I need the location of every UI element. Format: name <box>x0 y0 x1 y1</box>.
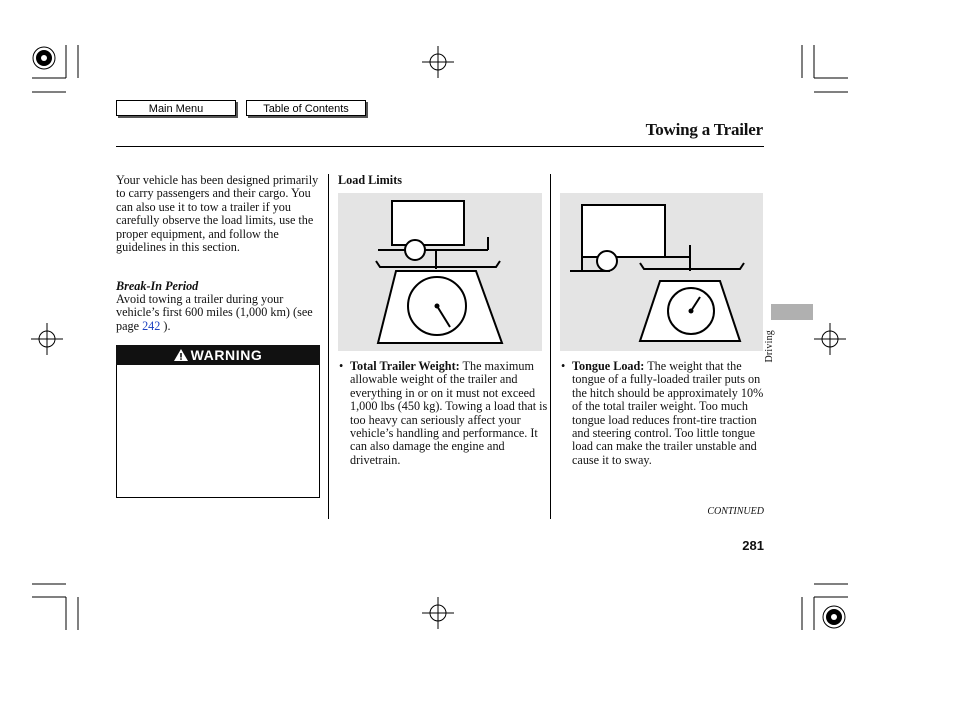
column-divider <box>328 174 329 519</box>
warning-box <box>116 365 320 498</box>
main-menu-button[interactable]: Main Menu <box>116 100 236 116</box>
warning-triangle-icon <box>174 346 188 366</box>
break-in-text: Avoid towing a trailer during your vehicle’s first 600 miles (1,000 km) (see page <box>116 292 313 333</box>
break-in-paragraph <box>116 293 316 333</box>
break-in-heading: Break-In Period <box>116 279 199 293</box>
load-limits-heading: Load Limits <box>338 173 402 187</box>
column-divider <box>550 174 551 519</box>
continued-label: CONTINUED <box>707 506 764 517</box>
total-weight-term: Total Trailer Weight: <box>350 359 460 373</box>
tongue-load-term: Tongue Load: <box>572 359 645 373</box>
warning-header <box>116 345 320 365</box>
intro-paragraph: Your vehicle has been designed primarily to carry passengers and their cargo. You can also use it to tow a trailer if you carefully observe the load limits, use the proper equipment, and follow the guidelines in this section. <box>116 173 319 255</box>
tongue-load-text: The weight that the tongue of a fully-loaded trailer puts on the hitch should be approximately 10% of the total trailer weight. Too much tongue load reduces front-tire traction and steering control. Too little tongue load can make the trailer unstable and cause it to sway. <box>572 359 764 467</box>
page-title: Towing a Trailer <box>645 120 763 139</box>
page-242-link[interactable]: 242 <box>142 318 161 333</box>
table-of-contents-button[interactable]: Table of Contents <box>246 100 366 116</box>
tongue-load-illustration <box>560 193 763 351</box>
total-weight-illustration <box>338 193 542 351</box>
title-rule <box>116 146 764 147</box>
tongue-load-item <box>560 360 766 467</box>
total-weight-item <box>338 360 548 467</box>
break-in-text-end: ). <box>160 318 171 333</box>
total-weight-text: The maximum allowable weight of the trailer and everything in or on it must not exceed 1,000 lbs (450 kg). Towing a load that is too heavy can seriously affect your vehicle’s handling and performance. It can also damage the engine and drivetrain. <box>350 359 548 467</box>
page-number: 281 <box>742 538 764 553</box>
section-tab <box>771 304 813 320</box>
warning-label: WARNING <box>190 347 263 363</box>
section-tab-label: Driving <box>764 330 775 363</box>
